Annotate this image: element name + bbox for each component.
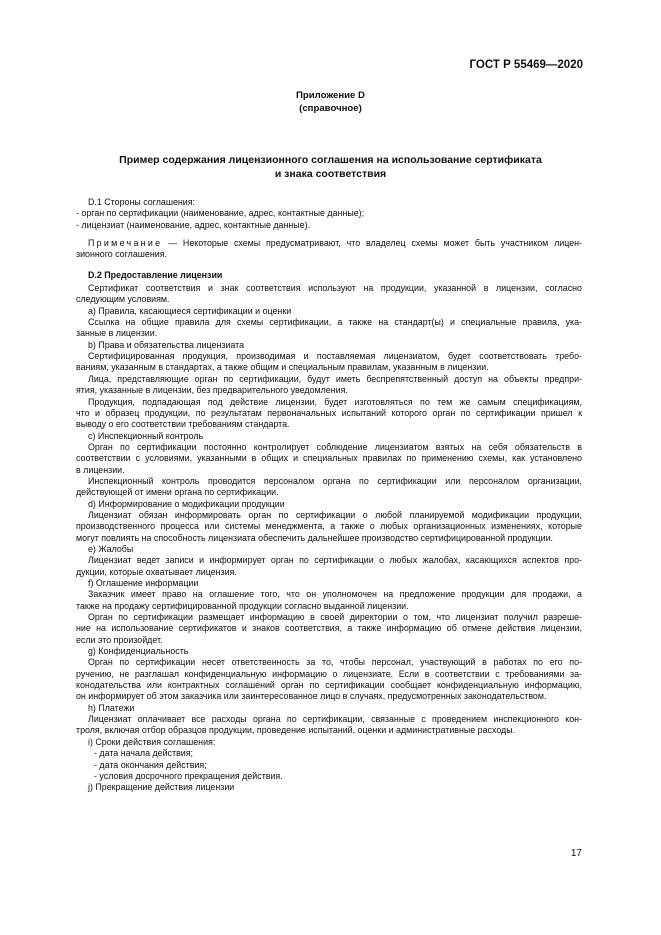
text-line: Продукция, подпадающая под действие лицензии, будет изготовляться по тем же самым спецификациям, — [88, 396, 582, 407]
note-paragraph — [76, 238, 582, 249]
text-line: ваниям, указанным в стандартах, а также общим и специальным правилам, указанным в лицензии. — [76, 362, 489, 373]
list-item: - дата окончания действия; — [94, 759, 207, 770]
text-line: ручению, не разглашал конфиденциальную информацию о лицензиате. Если в соответствии с требованиями за- — [76, 668, 582, 679]
list-item: - условия досрочного прекращения действия. — [94, 770, 283, 781]
heading-line-2: и знака соответствия — [274, 168, 387, 180]
list-item: - дата начала действия; — [94, 748, 194, 759]
text-line: Ссылка на общие правила для схемы сертификации, а также на стандарт(ы) и специальные правила, ука- — [88, 317, 582, 328]
subsection-title: g) Конфиденциальность — [88, 646, 189, 657]
text-line: Сертификат соответствия и знак соответствия используют на продукции, указанной в лицензии, согласно — [88, 283, 582, 294]
text-line: соответствии с условиями, указанными в общих и специальных правилах по применению схемы, как установлено — [76, 453, 582, 464]
subsection-title: c) Инспекционный контроль — [88, 430, 204, 441]
annex-title: Приложение D — [296, 90, 365, 101]
text-line: что и образец продукции, по результатам первоначальных испытаний которого орган по сертификации пришел к — [76, 407, 582, 418]
document-body — [76, 197, 582, 794]
text-line: Орган по сертификации постоянно контролирует соблюдение лицензиатом взятых на себя обязательств в — [88, 441, 582, 452]
d1-intro: D.1 Стороны соглашения: — [88, 197, 196, 207]
note-label: Примечание — [88, 238, 163, 249]
text-line: занные в лицензии. — [76, 328, 158, 339]
text-line: следующим условиям. — [76, 294, 170, 305]
subsection-title: d) Информирование о модификации продукции — [88, 498, 285, 509]
text-line: Орган по сертификации несет ответственность за то, чтобы персонал, участвующий в работах по его по- — [88, 657, 582, 668]
text-line: ние на использование сертификатов и знаков соответствия, а также информацию об отмене действия лицензии, — [76, 623, 582, 634]
d2-title: D.2 Предоставление лицензии — [88, 269, 223, 280]
text-line: если это произойдет. — [76, 634, 163, 645]
text-line: действующей от имени органа по сертификации. — [76, 487, 279, 498]
text-line: в лицензии. — [76, 464, 125, 475]
text-line: ятия, указанные в лицензии, без предварительного уведомления. — [76, 385, 348, 396]
subsection-title: i) Сроки действия соглашения: — [88, 736, 216, 747]
subsection-title: a) Правила, касающиеся сертификации и оценки — [88, 305, 292, 316]
text-line: Орган по сертификации размещает информацию в своей директории о том, что лицензиат получил разреше- — [88, 612, 582, 623]
text-line: могут повлиять на способность лицензиата обеспечить дальнейшее производство сертифицированной продукции. — [76, 532, 554, 543]
note-text-cont: зионного соглашения. — [76, 249, 167, 260]
text-line: троля, включая отбор образцов продукции, проведение испытаний, оценки и административные расходы. — [76, 725, 516, 736]
text-line: Лицензиат оплачивает все расходы органа по сертификации, связанные с проведением инспекционного кон- — [88, 714, 582, 725]
d1-item: - лицензиат (наименование, адрес, контактные данные). — [76, 219, 311, 230]
page-number: 17 — [570, 848, 582, 859]
text-line: Лица, представляющие орган по сертификации, будут иметь беспрепятственный доступ на объекты предпри- — [88, 373, 582, 384]
d1-item: - орган по сертификации (наименование, адрес, контактные данные); — [76, 208, 365, 219]
text-line: дукции, которые охватывает лицензия. — [76, 566, 237, 577]
subsection-title: f) Оглашение информации — [88, 578, 199, 588]
text-line: Инспекционный контроль проводится персоналом органа по сертификации или персоналом организации, — [88, 475, 582, 486]
heading-line-1: Пример содержания лицензионного соглашения на использование сертификата — [119, 154, 542, 166]
text-line: Сертифицированная продукция, производимая и поставляемая лицензиатом, будет соответствовать требо- — [88, 351, 582, 362]
text-line: Лицензиат обязан информировать орган по сертификации о любой планируемой модификации продукции, — [88, 509, 582, 520]
annex-kind: (справочное) — [299, 103, 362, 114]
text-line: он информирует об этом заказчика или заинтересованное лицо в случаях, предусмотренных законодательством. — [76, 691, 547, 702]
subsection-title: b) Права и обязательства лицензиата — [88, 339, 245, 350]
note-text: — Некоторые схемы предусматривают, что владелец схемы может быть участником лицен- — [162, 238, 582, 249]
subsection-title: j) Прекращение действия лицензии — [88, 782, 235, 793]
text-line: конодательства или контрактных соглашений орган по сертификации сообщает конфиденциальную информацию, — [76, 680, 582, 691]
document-number: ГОСТ Р 55469—2020 — [469, 59, 583, 71]
text-line: также на продажу сертифицированной продукции согласно выданной лицензии. — [76, 600, 409, 611]
section-heading — [80, 153, 581, 181]
text-line: производственного процесса или системы менеджмента, а также о любых организационных изменениях, которые — [76, 521, 582, 532]
text-line: Заказчик имеет право на оглашение того, что он уполномочен на предложение продукции для продажи, а — [88, 589, 582, 600]
subsection-title: e) Жалобы — [88, 543, 134, 554]
text-line: выводу о его соответствии требованиям стандарта. — [76, 419, 290, 430]
text-line: Лицензиат ведет записи и информирует орган по сертификации о любых жалобах, касающихся аспектов про- — [88, 555, 582, 566]
subsection-title: h) Платежи — [88, 702, 135, 713]
